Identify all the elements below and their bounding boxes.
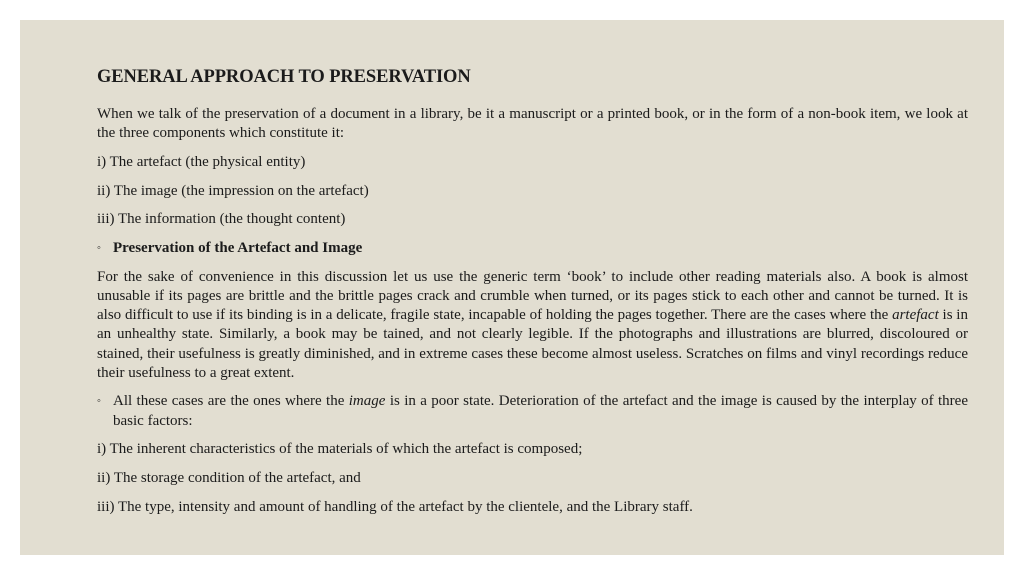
component-item: ii) The image (the impression on the artefact) — [97, 182, 369, 199]
component-item: iii) The information (the thought content) — [97, 211, 346, 228]
factor-item: i) The inherent characteristics of the materials of which the artefact is composed; — [97, 441, 583, 458]
body-paragraph — [97, 268, 968, 383]
factor-item: ii) The storage condition of the artefact, and — [97, 470, 361, 487]
body-text: For the sake of convenience in this discussion let us use the generic term ‘book’ to include other reading materials also. A book is almost unusable if its pages are brittle and the brittle pages crack and crumble when turned, or its pages stick to each other and cannot be turned. It is also difficult to use if its binding is in a delicate, fragile state, incapable of holding the pages together. There are the cases where the — [97, 268, 968, 324]
hollow-bullet-icon: ◦ — [97, 242, 101, 255]
cases-text: All these cases are the ones where the — [113, 393, 349, 410]
component-item: i) The artefact (the physical entity) — [97, 153, 306, 170]
page-title: GENERAL APPROACH TO PRESERVATION — [97, 67, 471, 87]
section-heading-bullet — [97, 239, 968, 258]
cases-bullet — [97, 392, 968, 430]
cases-emphasis: image — [348, 393, 386, 410]
body-emphasis: artefact — [892, 307, 939, 324]
hollow-bullet-icon: ◦ — [97, 395, 101, 408]
body-text: is in an unhealthy state. Similarly, a book may be tained, and not clearly legible. If the photographs and illustrations are blurred, discoloured or stained, their usefulness is greatly diminished, and in extreme cases these become almost useless. Scratches on films and vinyl recordings reduce their usefulness to a great extent. — [97, 307, 968, 381]
factor-item: iii) The type, intensity and amount of handling of the artefact by the clientele, and the Library staff. — [97, 498, 693, 515]
slide-content — [97, 67, 968, 526]
slide — [20, 20, 1004, 555]
section-heading: Preservation of the Artefact and Image — [113, 240, 363, 257]
intro-paragraph: When we talk of the preservation of a document in a library, be it a manuscript or a printed book, or in the form of a non-book item, we look at the three components which constitute it: — [97, 106, 968, 142]
cases-text: is in a poor state. Deterioration of the artefact and the image is caused by the interplay of three basic factors: — [113, 393, 968, 429]
